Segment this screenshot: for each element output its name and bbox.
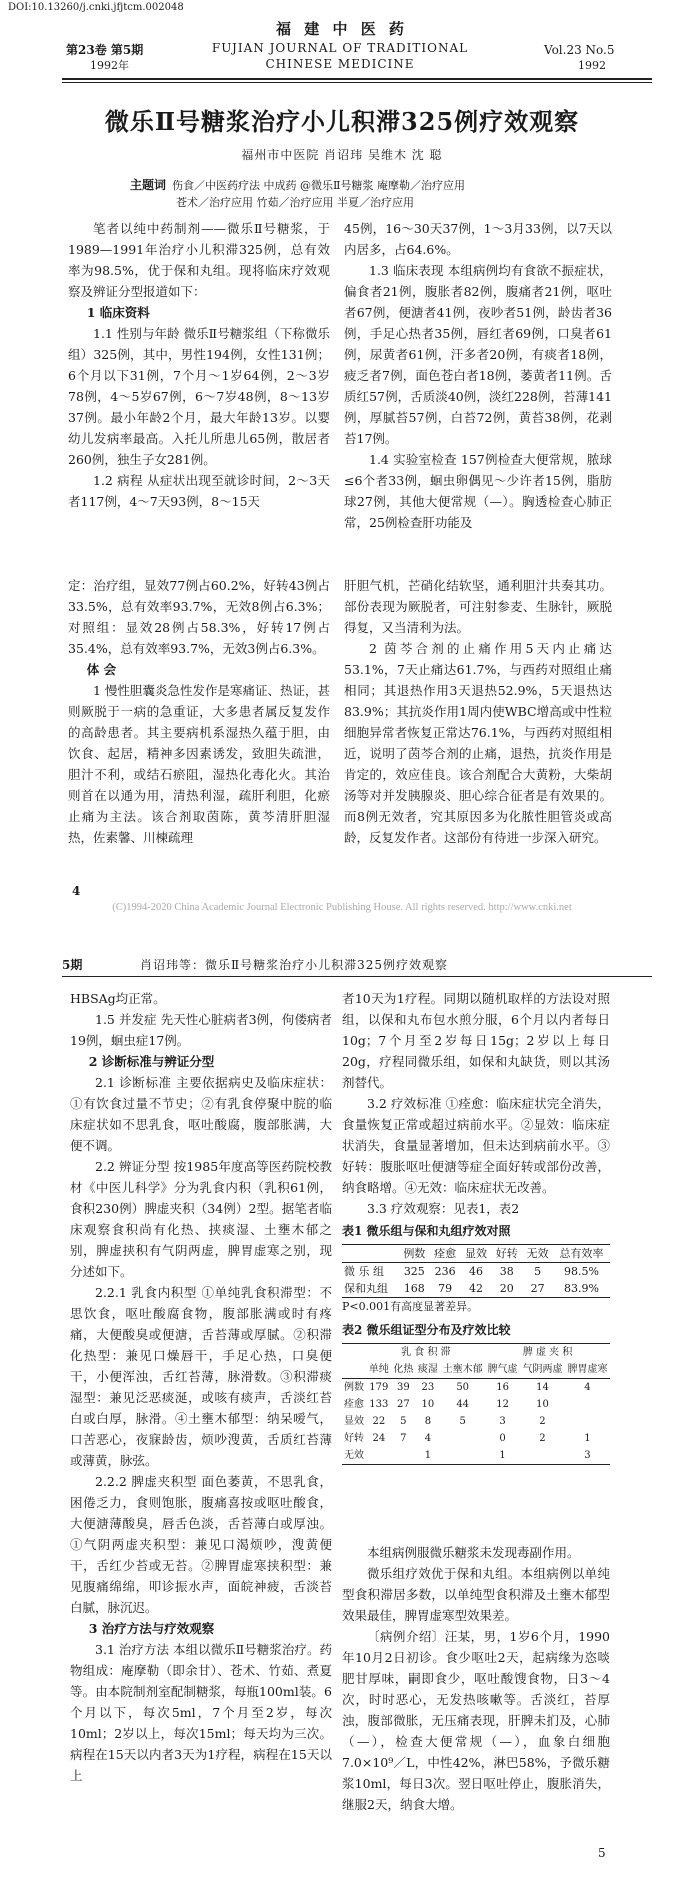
paragraph: 1.3 临床表现 本组病例均有食欲不振症状，偏食者21例，腹胀者82例，腹痛者21例，呕吐者67例，便溏者41例，夜吵者51例，龄齿者36例，手足心热者35例，唇红者69例，口臭者61例，尿黄者61例，汗多者20例，有痰者18例，疲乏者7例，面色苍白者18例，萎黄者11例。舌质红57例，舌质淡40例，淡红228例，苔薄141例，厚腻苔57例，白苔72例，黄苔38例，花剥苔17例。	[344, 263, 612, 446]
table-row	[342, 1379, 610, 1397]
table-group-header: 脾 虚 夹 积	[485, 1344, 610, 1362]
table-cell: 50	[440, 1379, 485, 1397]
table-row	[342, 1447, 610, 1465]
paragraph: 2.1 诊断标准 主要依据病史及临床症状：①有饮食过量不节史；②有乳食停聚中脘的临床症状如不思乳食，呕吐酸腐，腹部胀满，大便不调。	[70, 1075, 332, 1153]
header-rule	[62, 78, 652, 80]
running-rule	[62, 976, 652, 977]
table-cell: 5	[459, 1416, 466, 1427]
keywords	[130, 177, 600, 211]
paragraph: 2.2.1 乳食内积型 ①单纯乳食积滞型：不思饮食，呕吐酸腐食物，腹部胀满或时有疼痛，大便酸臭或便溏，舌苔薄或厚腻。②积滞化热型：兼见口燥唇干，手足心热，口臭便干，小便浑浊，舌红苔薄，脉滑数。③积滞痰湿型：兼见泛恶痰涎，或咳有痰声，舌淡红苔白或白厚，脉滑。④土壅木郁型：纳呆嗳气，口苦恶心，夜寐龄齿，烦吵溲黄，舌质红苔薄或薄黄，脉弦。	[70, 1285, 332, 1468]
table-cell: 44	[456, 1399, 470, 1410]
p1-column-right-top	[344, 218, 612, 533]
table-header: 气阴两虚	[522, 1364, 563, 1375]
journal-title-en	[180, 40, 500, 72]
table2-title: 表2 微乐组证型分布及疗效比较	[342, 1323, 511, 1337]
table-cell: 14	[520, 1379, 565, 1397]
table-cell	[367, 1447, 392, 1465]
table-cell: 3	[565, 1447, 610, 1465]
header-rule-thin	[62, 82, 652, 83]
table-cell: 39	[391, 1379, 416, 1397]
table-cell: 325	[399, 1263, 430, 1281]
table-cell: 42	[461, 1280, 492, 1298]
table-row	[342, 1413, 610, 1430]
paragraph: HBSAg均正常。	[70, 991, 166, 1006]
paragraph: 〔病例介绍〕汪某，男，1岁6个月，1990年10月2日初诊。食少呕吐2天，起病缘为恣啖肥甘厚味，嗣即食少，呕吐酸馊食物，日3～4次，时时恶心，无发热咳嗽等。舌淡红，苔厚浊，腹部微胀，无压痛表现，肝脾未扪及，心肺（—），检查大便常规（—），血象白细胞7.0×10⁹／L，中性42%，淋巴58%，予微乐糖浆10ml，每日3次。翌日呕吐停止，腹胀消失，继服2天，纳食大增。	[342, 1629, 610, 1812]
table-cell	[440, 1447, 485, 1465]
doi: DOI:10.13260/j.cnki.jfjtcm.002048	[8, 2, 184, 13]
section-heading: 1 临床资料	[86, 305, 150, 320]
table-cell: 38	[491, 1263, 522, 1281]
table-cell: 98.5%	[553, 1263, 610, 1281]
table-cell: 133	[369, 1399, 389, 1410]
year-cn: 1992年	[90, 59, 129, 72]
table-cell: 24	[372, 1433, 386, 1444]
p2-column-right	[342, 988, 610, 1465]
table-cell: 无效	[342, 1447, 367, 1465]
paragraph: 3.3 疗效观察：见表1，表2	[367, 1201, 520, 1216]
table-cell: 0	[499, 1433, 506, 1444]
paragraph: 本组病例服微乐糖浆未发现毒副作用。	[367, 1545, 580, 1560]
table-header	[342, 1245, 399, 1263]
paragraph: 1 慢性胆囊炎急性发作是寒痛证、热证，甚则厥脱于一病的急重证，大多患者属反复发作的高龄患者。其主要病机系湿热久蕴于胆，由饮食、起居，精神多因素诱发，致胆失疏泄，胆汁不利，或结石瘀阻，湿热化毒化火。其治则首在以通为用，清热利湿，疏肝利胆，化瘀止痛为主法。该合剂取茵陈，黄芩清肝胆湿热，佐素馨、川楝疏理	[68, 683, 330, 845]
paragraph: 1.2 病程 从症状出现至就诊时间，2～3天者117例，4～7天93例，8～15天	[68, 473, 330, 509]
paragraph: 定：治疗组，显效77例占60.2%，好转43例占33.5%，总有效率93.7%，无效8例占6.3%；对照组：显效28例占58.3%，好转17例占35.4%，总有效率93.7%，无效3例占6.3%。	[68, 578, 330, 656]
table-cell: 23	[416, 1379, 441, 1397]
table-cell: 显效	[344, 1416, 364, 1427]
table-cell: 1	[584, 1433, 591, 1444]
table-header-empty	[342, 1344, 367, 1362]
p1-column-left-top	[68, 218, 330, 512]
table-cell: 168	[399, 1280, 430, 1298]
table-header: 例数	[399, 1245, 430, 1263]
volume-issue-en: Vol.23 No.5	[544, 43, 615, 57]
volume-issue-cn: 第23卷 第5期	[66, 43, 144, 57]
paragraph: 2 茵芩合剂的止痛作用5天内止痛达53.1%，7天止痛达61.7%，与西药对照组止痛相同；其退热作用3天退热52.9%，5天退热达83.9%；其抗炎作用1周内使WBC增高或中性粒细胞异常者恢复正常达76.1%，与西药对照组相近，说明了茵芩合剂的止痛，退热，抗炎作用是肯定的，效应佳良。该合剂配合大黄粉，大柴胡汤等对并发胰腺炎、胆心综合征者是有效果的。而8例无效者，究其原因多为化脓性胆管炎或高龄，反复发作者。这部份有待进一步深入研究。	[344, 641, 612, 845]
table-cell: 22	[372, 1416, 386, 1427]
keywords-line1: 伤食／中医药疗法 中成药 @微乐Ⅱ号糖浆 庵摩勒／治疗应用	[172, 179, 465, 192]
table-cell: 微 乐 组	[342, 1263, 399, 1281]
keywords-line2: 苍术／治疗应用 竹茹／治疗应用 半夏／治疗应用	[176, 196, 414, 209]
table-header: 总有效率	[553, 1245, 610, 1263]
table-cell: 4	[565, 1379, 610, 1397]
paragraph: 45例，16～30天37例，1～3月33例，以7天以内居多，占64.6%。	[344, 221, 612, 257]
table-cell: 10	[421, 1399, 435, 1410]
table-cell	[440, 1430, 485, 1447]
p1-column-right-bottom	[344, 575, 612, 848]
page-number: 4	[72, 884, 81, 898]
table-cell: 3	[499, 1416, 506, 1427]
copyright-notice: (C)1994-2020 China Academic Journal Electronic Publishing House. All rights reserved. http://www.cnki.net	[112, 902, 572, 913]
table-cell: 79	[430, 1280, 461, 1298]
table-cell: 12	[496, 1399, 509, 1410]
paragraph: 2.2.2 脾虚夹积型 面色萎黄，不思乳食，困倦乏力，食则饱胀，腹痛喜按或呕吐酸食，大便溏薄酸臭，唇舌色淡，舌苔薄白或厚浊。①气阴两虚夹积型：兼见口渴烦吵，溲黄便干，舌红少苔或无苔。②脾胃虚寒挟积型：兼见腹痛绵绵，叩诊振水声，面皖神疲，舌淡苔白腻，脉沉迟。	[70, 1474, 332, 1615]
table-cell: 5	[522, 1263, 553, 1281]
table-header-row	[342, 1361, 610, 1379]
table2	[342, 1343, 610, 1465]
paragraph: 者10天为1疗程。同期以随机取样的方法设对照组，以保和丸布包水煎分服，6个月以内者每日10g；7个月至2岁每日15g；2岁以上每日20g，疗程同微乐组，如保和丸缺货，则以其汤剂替代。	[342, 991, 610, 1090]
section-heading: 3 治疗方法与疗效观察	[88, 1621, 215, 1636]
p2-column-left	[70, 988, 332, 1786]
table-group-header: 乳 食 积 滞	[367, 1344, 486, 1362]
table1-note: P<0.001有高度显著差异。	[342, 1300, 479, 1313]
table-row	[342, 1263, 610, 1281]
table-cell: 痊愈	[344, 1399, 364, 1410]
table-header: 好转	[491, 1245, 522, 1263]
paragraph: 1.1 性别与年龄 微乐Ⅱ号糖浆组（下称微乐组）325例，其中，男性194例，女性131例；6个月以下31例，7个月～1岁64例，2～3岁78例，4～5岁67例，6～7岁48例，8～13岁37例。最小年龄2个月，最大年龄13岁。以婴幼儿发病率最高。入托儿所患儿65例，散居者260例，独生子女281例。	[68, 326, 330, 467]
table-cell: 1	[485, 1447, 520, 1465]
volume-en	[544, 42, 615, 74]
table-row	[342, 1430, 610, 1447]
article-title: 微乐Ⅱ号糖浆治疗小儿积滞325例疗效观察	[104, 107, 580, 136]
authors: 福州市中医院 肖诏玮 吴维木 沈 聪	[241, 148, 443, 162]
running-issue: 5期	[62, 958, 83, 972]
table-cell: 83.9%	[553, 1280, 610, 1298]
page-number: 5	[598, 1846, 606, 1860]
table-cell	[520, 1447, 565, 1465]
table-cell: 1	[416, 1447, 441, 1465]
table-header: 化热	[393, 1364, 414, 1375]
table-cell: 236	[430, 1263, 461, 1281]
table-header: 痊愈	[430, 1245, 461, 1263]
paragraph: 3.2 疗效标准 ①痊愈：临床症状完全消失，食量恢复正常或超过病前水平。②显效：临床症状消失，食量显著增加，但未达到病前水平。③好转：腹胀呕吐便溏等症全面好转或部份改善，纳食略增。④无效：临床症状无改善。	[342, 1096, 610, 1195]
year-en: 1992	[578, 59, 606, 72]
table-cell	[391, 1447, 416, 1465]
keywords-label: 主题词	[130, 178, 167, 192]
table-header: 脾胃虚寒	[567, 1364, 608, 1375]
table-cell: 10	[536, 1399, 549, 1410]
journal-title-cn: 福 建 中 医 药	[276, 20, 408, 38]
table-header: 脾气虚	[487, 1364, 518, 1375]
table-header-row	[342, 1245, 610, 1263]
table-cell: 179	[367, 1379, 392, 1397]
table1	[342, 1244, 610, 1298]
table-cell: 20	[491, 1280, 522, 1298]
paragraph: 1.5 并发症 先天性心脏病者3例，佝偻病者19例，蛔虫症17例。	[70, 1012, 332, 1048]
paragraph: 1.4 实验室检查 157例检查大便常规，脓球≤6个者33例，蛔虫卵偶见～少许者15例，脂肪球27例，其他大便常规（—）。胸透检查心肺正常，25例检查肝功能及	[344, 452, 612, 530]
section-heading: 2 诊断标准与辨证分型	[88, 1054, 215, 1069]
table-cell: 7	[400, 1433, 407, 1444]
table-cell: 16	[485, 1379, 520, 1397]
table-cell: 2	[539, 1416, 546, 1427]
table-cell	[565, 1396, 610, 1413]
paragraph: 3.1 治疗方法 本组以微乐Ⅱ号糖浆治疗。药物组成：庵摩勒（即余甘）、苍术、竹茹、煮夏等。由本院制剂室配制糖浆，每瓶100ml装。6个月以下，每次5ml，7个月至2岁，每次10ml；2岁以上，每次15ml；每天均为三次。病程在15天以内者3天为1疗程，病程在15天以上	[70, 1642, 332, 1783]
p1-column-left-bottom	[68, 575, 330, 848]
table-header: 显效	[461, 1245, 492, 1263]
volume-cn	[66, 42, 143, 74]
page-2	[0, 940, 684, 1880]
journal-title-en-line2: CHINESE MEDICINE	[265, 57, 415, 71]
paragraph: 肝胆气机，芒硝化结软坚，通利胆汁共奏其功。部份表现为厥脱者，可注射参麦、生脉针，厥脱得复，又当清利为法。	[344, 578, 612, 635]
p2-column-right-bottom	[342, 1542, 610, 1815]
journal-title-en-line1: FUJIAN JOURNAL OF TRADITIONAL	[211, 41, 469, 55]
table-cell: 46	[461, 1263, 492, 1281]
table-cell: 2	[539, 1433, 546, 1444]
paragraph: 微乐组疗效优于保和丸组。本组病例以单纯型食积滞居多数，以单纯型食积滞及土壅木郁型效果最佳，脾胃虚寒型效果差。	[342, 1566, 610, 1623]
table-row	[342, 1280, 610, 1298]
table-cell	[565, 1413, 610, 1430]
table-header: 单纯	[368, 1364, 389, 1375]
table-header: 土壅木郁	[442, 1364, 483, 1375]
table-header	[342, 1361, 367, 1379]
section-heading: 体 会	[86, 662, 117, 677]
paragraph: 笔者以纯中药制剂——微乐Ⅱ号糖浆，于1989—1991年治疗小儿积滞325例，总有效率为98.5%，优于保和丸组。现将临床疗效观察及辨证分型报道如下：	[68, 221, 330, 299]
paragraph: 2.2 辨证分型 按1985年度高等医药院校教材《中医儿科学》分为乳食内积（乳积61例，食积230例）脾虚夹积（34例）2型。据笔者临床观察食积尚有化热、挟痰湿、土壅木郁之别，脾虚挟积有气阴两虚，脾胃虚寒之别，现分述如下。	[70, 1159, 332, 1279]
table-cell: 4	[424, 1433, 432, 1444]
table-header: 痰湿	[417, 1364, 438, 1375]
table-cell: 27	[397, 1399, 410, 1410]
table-cell: 好转	[344, 1433, 364, 1444]
table-cell: 5	[400, 1416, 407, 1427]
table-group-row	[342, 1344, 610, 1362]
table1-title: 表1 微乐组与保和丸组疗效对照	[342, 1224, 511, 1238]
table-row	[342, 1396, 610, 1413]
table-header: 无效	[522, 1245, 553, 1263]
table-cell: 保和丸组	[342, 1280, 399, 1298]
table-cell: 例数	[342, 1379, 367, 1397]
table-cell: 27	[522, 1280, 553, 1298]
running-title: 肖诏玮等：微乐Ⅱ号糖浆治疗小儿积滞325例疗效观察	[140, 958, 449, 972]
table-cell: 8	[424, 1416, 432, 1427]
